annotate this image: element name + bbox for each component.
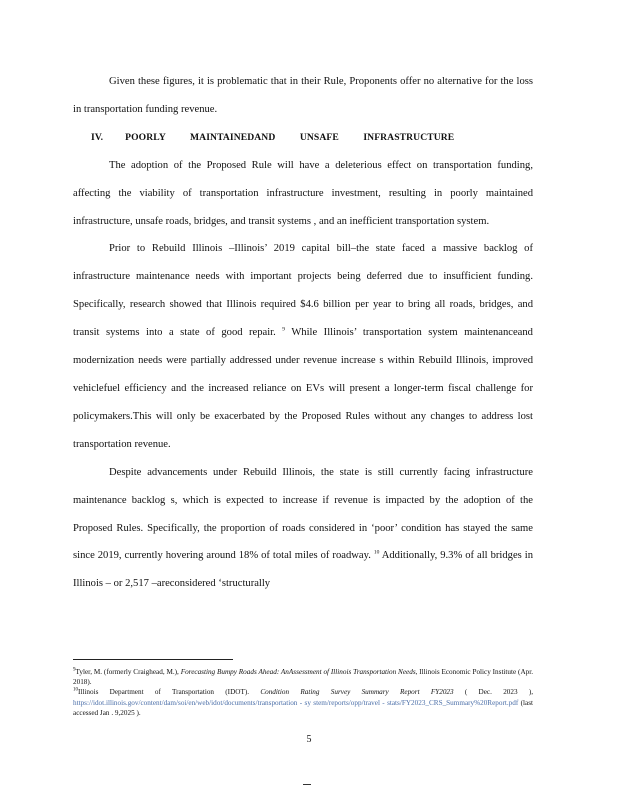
footnote-mark: 10 [73, 688, 78, 694]
paragraph-text: Additionally, 9.3% of all bridges in Illinois – or 2,517 –areconsidered ‘structurally [73, 550, 533, 590]
section-title: POORLY MAINTAINEDAND UNSAFE INFRASTRUCTURE [125, 131, 455, 143]
footnote-text: (last accessed Jan . 9,2025 ). [73, 698, 533, 717]
footnote-reference-9[interactable]: 9 [282, 326, 286, 333]
paragraph-text: Prior to Rebuild Illinois –Illinois’ 2019 capital bill–the state faced a massive backlog of infrastructure maintenance needs with important projects being deferred due to insufficient funding. Specifically, research showed that Illinois required $4.6 billion per year to bring all roads, bridges, and transit systems into a state of good repair. [73, 243, 533, 339]
paragraph-text: The adoption of the Proposed Rule will have a deleterious effect on transportation funding, affecting the viability of transportation infrastructure investment, resulting in poorly maintained infrastructure, unsafe roads, bridges, and transit systems , and an inefficient transportation system. [73, 159, 533, 227]
paragraph-adoption [73, 152, 533, 236]
paragraph-text: While Illinois’ transportation system maintenanceand modernization needs were partially addressed under revenue increase s within Rebuild Illinois, improved vehiclefuel efficiency and the increased reliance on EVs will present a longer-term fiscal challenge for policymakers.This will only be exacerbated by the Proposed Rules without any changes to address lost transportation revenue. [73, 327, 533, 450]
paragraph-backlog [73, 459, 533, 599]
page-number: 5 [306, 734, 312, 745]
footnote-text: Illinois Economic Policy Institute (Apr. 2018). [73, 668, 534, 687]
paragraph-text: Given these figures, it is problematic that in their Rule, Proponents offer no alternative for the loss in transportation funding revenue. [73, 76, 533, 115]
footnote-separator [73, 659, 233, 660]
paragraph-text: Despite advancements under Rebuild Illinois, the state is still currently facing infrastructure maintenance backlog s, which is expected to increase if revenue is impacted by the adoption of the Proposed Rules. Specifically, the proportion of roads considered in ‘poor’ condition has stayed the same since 2019, currently hovering around 18% of total miles of roadway. [73, 466, 533, 562]
paragraph-funding-loss [73, 68, 533, 124]
footnote-text: Illinois Department of Transportation (IDOT). [78, 688, 250, 697]
footnote-9 [73, 667, 533, 687]
footnotes [73, 667, 533, 718]
footnote-reference-10[interactable]: 10 [373, 549, 380, 556]
footnote-link[interactable]: https://idot.illinois.gov/content/dam/soi/en/web/idot/documents/transportation - sy stem/reports/opp/travel - stats/FY2023_CRS_Summary%20Report.pdf [73, 698, 519, 707]
footnote-title: Condition Rating Survey Summary Report FY2023 [260, 688, 454, 697]
footnote-mark: 9 [73, 667, 76, 673]
section-heading [73, 124, 533, 152]
footnote-text: ( Dec. 2023 ), [464, 688, 534, 697]
footnote-10 [73, 687, 533, 718]
footnote-text: Tyler, M. (formerly Craighead, M.), [75, 668, 179, 676]
footnote-title: Forecasting Bumpy Roads Ahead: AnAssessment of Illinois Transportation Needs, [180, 668, 418, 676]
bottom-mark [303, 784, 311, 785]
section-number: IV. [91, 131, 104, 143]
body-text [73, 68, 533, 598]
paragraph-rebuild-illinois [73, 235, 533, 458]
